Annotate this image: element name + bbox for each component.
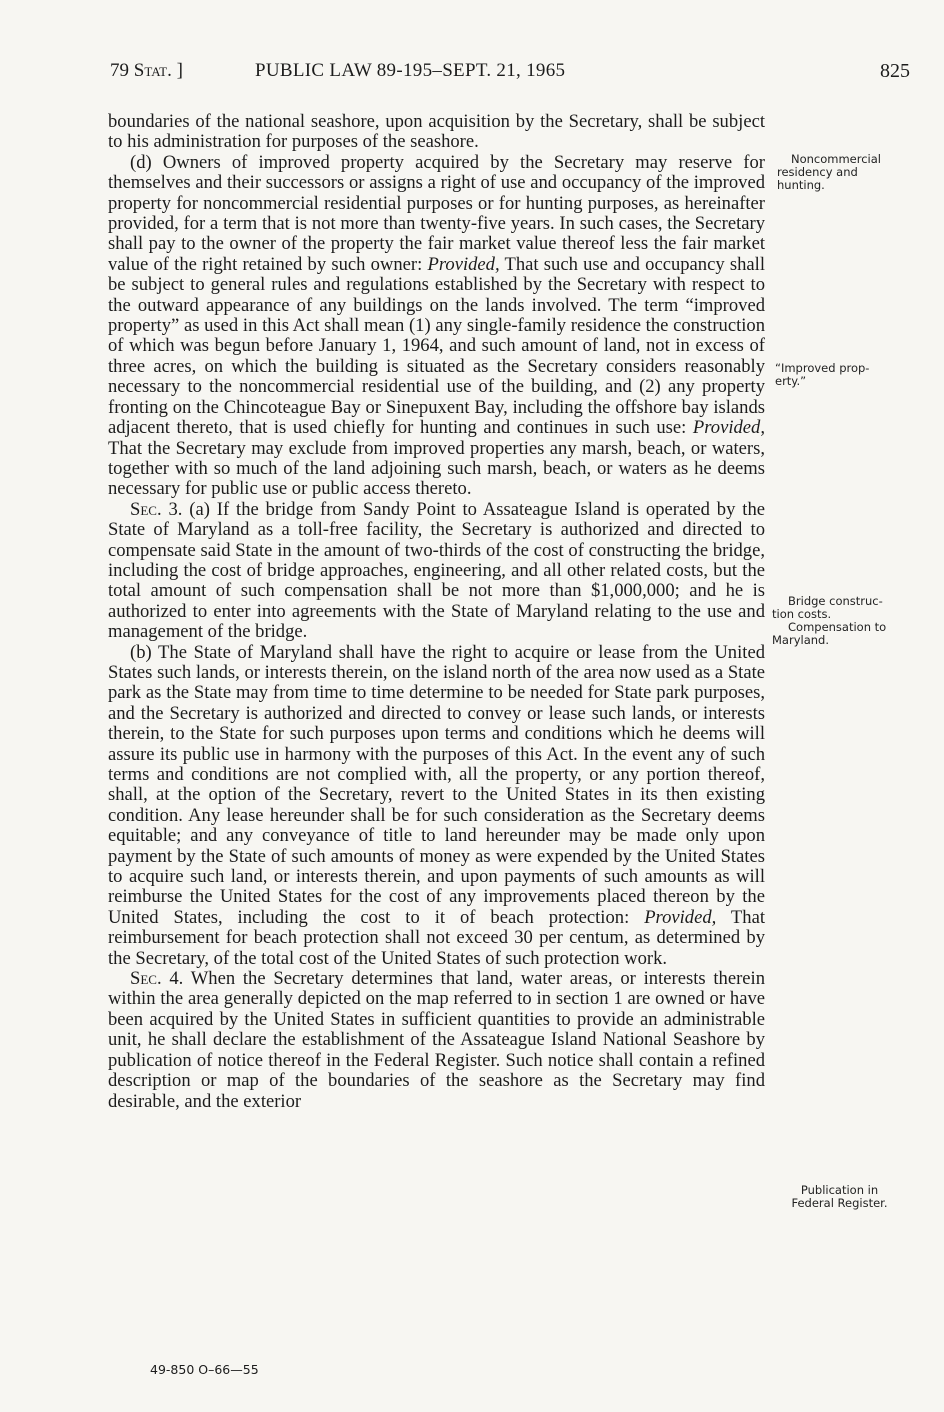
margin-note-improved-property: “Improved prop- erty.” — [775, 361, 870, 388]
section-4: Sec. 4. When the Secretary determines that land, water areas, or interests therein within the area generally depicted on the map referred to in section 1 are owned or have been acquired by the United States in sufficient quantities to provide an administrable unit, he shall declare the establishment of the Assateague Island National Seashore by publication of notice thereof in the Federal Register. Such notice shall contain a refined description or map of the boundaries of the seashore as the Secretary may find desirable, and the exterior — [108, 968, 765, 1112]
paragraph-continuation: boundaries of the national seashore, upon acquisition by the Secretary, shall be subject to his administration for purposes of the seashore. — [108, 111, 765, 153]
provided-term: Provided, — [644, 906, 717, 928]
section-label: Sec. 4. — [130, 968, 184, 990]
margin-note-noncommercial: Noncommercial residency and hunting. — [777, 152, 881, 192]
provided-term: Provided, — [692, 417, 765, 439]
statute-reference: 79 Stat. ] — [110, 60, 183, 81]
page-title: PUBLIC LAW 89-195–SEPT. 21, 1965 — [255, 60, 566, 81]
section-3b: (b) The State of Maryland shall have the right to acquire or lease from the United States such lands, or interests therein, on the island north of the area now used as a State park as the State may from time to time determine to be needed for State park purposes, and the Secretary is authorized and directed to convey or lease such lands, or interests therein, to the State for such purposes upon terms and conditions which he deems will assure its public use in harmony with the purposes of this Act. In the event any of such terms and conditions are not complied with, all the property, or any portion thereof, shall, at the option of the Secretary, revert to the United States in its then existing condition. Any lease hereunder shall be for such consideration as the Secretary deems equitable; and any conveyance of title to land hereunder may be made only upon payment by the State of such amounts of money as were expended by the United States to acquire such land, or interests therein, and upon payments of such amounts as will reimburse the United States for the cost of any improvements placed thereon by the United States, including the cost to it of beach protection: Provided, That reimbursement for beach protection shall not exceed 30 per centum, as determined by the Secretary, of the total cost of the United States of such protection work. — [108, 641, 765, 969]
paragraph-d: (d) Owners of improved property acquired by the Secretary may reserve for themselves and their successors or assigns a right of use and occupancy of the improved property for noncommercial residential purposes or for hunting purposes, as hereinafter provided, for a term that is not more than twenty-five years. In such cases, the Secretary shall pay to the owner of the property the fair market value thereof less the fair market value of the right retained by such owner: Provided, That such use and occupancy shall be subject to general rules and regulations established by the Secretary with respect to the outward appearance of any buildings on the lands involved. The term “improved property” as used in this Act shall mean (1) any single-family residence the construction of which was begun before January 1, 1964, and such amount of land, not in excess of three acres, on which the building is situated as the Secretary considers reasonably necessary to the noncommercial residential use of the building, and (2) any property fronting on the Chincoteague Bay or Sinepuxent Bay, including the offshore bay islands adjacent thereto, that is used chiefly for hunting and continues in such use: Provided, That the Secretary may exclude from improved properties any marsh, beach, or waters, together with so much of the land adjoining such marsh, beach, or waters as he deems necessary for public use or public access thereto. — [108, 151, 765, 500]
margin-note-bridge-costs: Bridge construc- tion costs. Compensation to Maryland. — [772, 594, 887, 647]
section-3a: Sec. 3. (a) If the bridge from Sandy Point to Assateague Island is operated by the State of Maryland as a toll-free facility, the Secretary is authorized and directed to compensate said State in the amount of two-thirds of the cost of constructing the bridge, including the cost of bridge approaches, engineering, and all other related costs, but the total amount of such compensation shall be not more than $1,000,000; and he is authorized to enter into agreements with the State of Maryland relating to the use and management of the bridge. — [108, 498, 765, 643]
provided-term: Provided, — [427, 253, 500, 275]
print-code: 49-850 O–66—55 — [150, 1362, 259, 1377]
body-text — [108, 112, 765, 1112]
section-label: Sec. 3. — [130, 498, 183, 520]
page-number: 825 — [880, 60, 910, 82]
margin-note-federal-register: Publication in Federal Register. — [791, 1183, 888, 1210]
page-header — [110, 60, 910, 90]
